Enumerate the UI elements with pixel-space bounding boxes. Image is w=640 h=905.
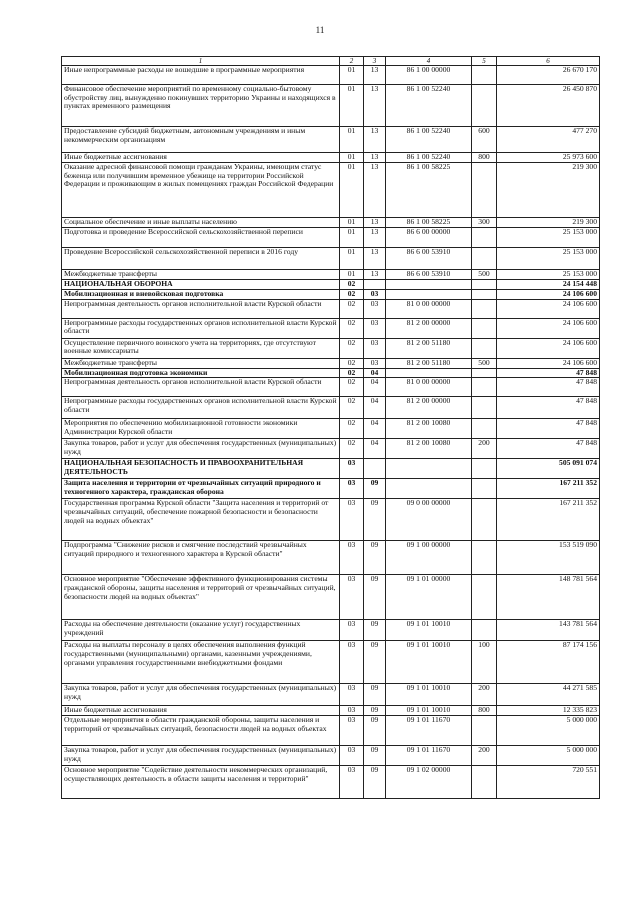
expense-type-cell	[472, 419, 497, 439]
row-name-cell: Межбюджетные трансферты	[62, 358, 340, 368]
amount-cell: 47 848	[497, 419, 600, 439]
amount-cell: 5 000 000	[497, 716, 600, 746]
target-article-cell: 09 1 01 11670	[386, 746, 472, 766]
table-row	[62, 163, 600, 218]
section-code-cell: 01	[340, 270, 364, 280]
amount-cell: 87 174 156	[497, 641, 600, 684]
target-article-cell: 86 1 00 58225	[386, 163, 472, 218]
section-code-cell: 02	[340, 338, 364, 358]
table-row	[62, 397, 600, 419]
subsection-code-cell: 09	[364, 575, 386, 620]
table-row	[62, 338, 600, 358]
subsection-code-cell: 03	[364, 290, 386, 300]
row-name-cell: Расходы на обеспечение деятельности (оказание услуг) государственных учреждений	[62, 620, 340, 641]
expense-type-cell: 200	[472, 684, 497, 706]
page-number: 11	[315, 25, 325, 35]
table-row	[62, 218, 600, 228]
table-row	[62, 299, 600, 318]
expense-type-cell	[472, 290, 497, 300]
subsection-code-cell: 03	[364, 299, 386, 318]
target-article-cell	[386, 459, 472, 479]
expense-type-cell: 500	[472, 358, 497, 368]
section-code-cell: 03	[340, 479, 364, 499]
amount-cell: 477 270	[497, 127, 600, 153]
amount-cell: 24 106 600	[497, 338, 600, 358]
table-row	[62, 620, 600, 641]
amount-cell: 505 091 074	[497, 459, 600, 479]
expense-type-cell: 600	[472, 127, 497, 153]
target-article-cell: 09 1 01 10010	[386, 706, 472, 716]
section-code-cell: 01	[340, 163, 364, 218]
expense-type-cell: 300	[472, 218, 497, 228]
table-header-row	[62, 57, 600, 66]
amount-cell: 25 973 600	[497, 153, 600, 163]
budget-table	[61, 56, 600, 799]
target-article-cell: 09 0 00 00000	[386, 499, 472, 541]
table-row	[62, 358, 600, 368]
table-row	[62, 153, 600, 163]
column-header: 1	[62, 57, 340, 66]
expense-type-cell	[472, 85, 497, 127]
table-row	[62, 459, 600, 479]
amount-cell: 167 211 352	[497, 499, 600, 541]
row-name-cell: Непрограммные расходы государственных органов исполнительной власти Курской области	[62, 397, 340, 419]
table-row	[62, 280, 600, 290]
subsection-code-cell: 09	[364, 766, 386, 799]
amount-cell: 167 211 352	[497, 479, 600, 499]
subsection-code-cell: 09	[364, 620, 386, 641]
section-code-cell: 03	[340, 575, 364, 620]
section-code-cell: 02	[340, 397, 364, 419]
row-name-cell: Закупка товаров, работ и услуг для обеспечения государственных (муниципальных) нужд	[62, 746, 340, 766]
row-name-cell: Расходы на выплаты персоналу в целях обеспечения выполнения функций государственными (муниципальными) органами, казенными учреждениями, органами управления государственными внебюджетными фондами	[62, 641, 340, 684]
section-code-cell: 03	[340, 766, 364, 799]
target-article-cell: 09 1 01 10010	[386, 641, 472, 684]
table-row	[62, 248, 600, 270]
table-row	[62, 66, 600, 85]
subsection-code-cell: 13	[364, 153, 386, 163]
section-code-cell: 03	[340, 499, 364, 541]
row-name-cell: Осуществление первичного воинского учета на территориях, где отсутствуют военные комиссариаты	[62, 338, 340, 358]
section-code-cell: 03	[340, 620, 364, 641]
amount-cell: 24 154 448	[497, 280, 600, 290]
subsection-code-cell: 03	[364, 318, 386, 338]
row-name-cell: Отдельные мероприятия в области гражданской обороны, защиты населения и территорий от чрезвычайных ситуаций, безопасности людей на водных объектах	[62, 716, 340, 746]
target-article-cell: 09 1 01 11670	[386, 716, 472, 746]
subsection-code-cell: 13	[364, 163, 386, 218]
target-article-cell: 86 1 00 52240	[386, 85, 472, 127]
target-article-cell: 86 1 00 52240	[386, 153, 472, 163]
target-article-cell: 81 2 00 10080	[386, 419, 472, 439]
target-article-cell: 81 0 00 00000	[386, 299, 472, 318]
amount-cell: 25 153 000	[497, 228, 600, 248]
amount-cell: 24 106 600	[497, 299, 600, 318]
amount-cell: 26 450 870	[497, 85, 600, 127]
section-code-cell: 03	[340, 684, 364, 706]
row-name-cell: Финансовое обеспечение мероприятий по временному социально-бытовому обустройству лиц, вынужденно покинувших территорию Украины и находящихся в пунктах временного размещения	[62, 85, 340, 127]
subsection-code-cell: 09	[364, 716, 386, 746]
target-article-cell	[386, 368, 472, 378]
amount-cell: 148 781 564	[497, 575, 600, 620]
amount-cell: 26 670 170	[497, 66, 600, 85]
expense-type-cell	[472, 459, 497, 479]
table-row	[62, 368, 600, 378]
target-article-cell: 09 1 02 00000	[386, 766, 472, 799]
row-name-cell: Оказание адресной финансовой помощи гражданам Украины, имеющим статус беженца или получившим временное убежище на территории Российской Федерации и проживающим в жилых помещениях граждан Российской Федерации	[62, 163, 340, 218]
expense-type-cell	[472, 716, 497, 746]
section-code-cell: 03	[340, 641, 364, 684]
target-article-cell: 86 1 00 00000	[386, 66, 472, 85]
subsection-code-cell: 09	[364, 746, 386, 766]
target-article-cell: 86 1 00 58225	[386, 218, 472, 228]
column-header: 6	[497, 57, 600, 66]
row-name-cell: Межбюджетные трансферты	[62, 270, 340, 280]
subsection-code-cell	[364, 459, 386, 479]
subsection-code-cell: 03	[364, 358, 386, 368]
subsection-code-cell: 13	[364, 85, 386, 127]
amount-cell: 720 551	[497, 766, 600, 799]
row-name-cell: Социальное обеспечение и иные выплаты населению	[62, 218, 340, 228]
table-row	[62, 270, 600, 280]
row-name-cell: НАЦИОНАЛЬНАЯ БЕЗОПАСНОСТЬ И ПРАВООХРАНИТЕЛЬНАЯ ДЕЯТЕЛЬНОСТЬ	[62, 459, 340, 479]
subsection-code-cell: 09	[364, 641, 386, 684]
section-code-cell: 03	[340, 706, 364, 716]
row-name-cell: Мероприятия по обеспечению мобилизационной готовности экономики Администрации Курской области	[62, 419, 340, 439]
table-row	[62, 127, 600, 153]
row-name-cell: Мобилизационная и вневойсковая подготовка	[62, 290, 340, 300]
expense-type-cell	[472, 318, 497, 338]
row-name-cell: Иные бюджетные ассигнования	[62, 153, 340, 163]
amount-cell: 47 848	[497, 368, 600, 378]
section-code-cell: 01	[340, 153, 364, 163]
row-name-cell: Непрограммные расходы государственных органов исполнительной власти Курской области	[62, 318, 340, 338]
subsection-code-cell: 04	[364, 397, 386, 419]
expense-type-cell	[472, 499, 497, 541]
section-code-cell: 02	[340, 299, 364, 318]
target-article-cell	[386, 290, 472, 300]
amount-cell: 47 848	[497, 397, 600, 419]
table-row	[62, 378, 600, 397]
expense-type-cell	[472, 228, 497, 248]
row-name-cell: Закупка товаров, работ и услуг для обеспечения государственных (муниципальных) нужд	[62, 439, 340, 459]
subsection-code-cell	[364, 280, 386, 290]
target-article-cell: 86 6 00 00000	[386, 228, 472, 248]
section-code-cell: 02	[340, 318, 364, 338]
amount-cell: 219 300	[497, 163, 600, 218]
section-code-cell: 03	[340, 716, 364, 746]
section-code-cell: 01	[340, 218, 364, 228]
expense-type-cell	[472, 280, 497, 290]
table-row	[62, 706, 600, 716]
row-name-cell: НАЦИОНАЛЬНАЯ ОБОРОНА	[62, 280, 340, 290]
expense-type-cell	[472, 541, 497, 575]
expense-type-cell	[472, 620, 497, 641]
section-code-cell: 02	[340, 358, 364, 368]
target-article-cell: 81 2 00 00000	[386, 318, 472, 338]
table-row	[62, 439, 600, 459]
section-code-cell: 01	[340, 248, 364, 270]
table-row	[62, 641, 600, 684]
expense-type-cell	[472, 338, 497, 358]
subsection-code-cell: 03	[364, 338, 386, 358]
subsection-code-cell: 04	[364, 378, 386, 397]
section-code-cell: 02	[340, 439, 364, 459]
table-row	[62, 541, 600, 575]
target-article-cell: 86 6 00 53910	[386, 270, 472, 280]
section-code-cell: 03	[340, 746, 364, 766]
row-name-cell: Защита населения и территории от чрезвычайных ситуаций природного и техногенного характера, гражданская оборона	[62, 479, 340, 499]
expense-type-cell: 500	[472, 270, 497, 280]
amount-cell: 219 300	[497, 218, 600, 228]
section-code-cell: 02	[340, 290, 364, 300]
column-header: 2	[340, 57, 364, 66]
table-row	[62, 290, 600, 300]
table-row	[62, 575, 600, 620]
section-code-cell: 01	[340, 127, 364, 153]
expense-type-cell	[472, 378, 497, 397]
section-code-cell: 02	[340, 368, 364, 378]
section-code-cell: 03	[340, 459, 364, 479]
amount-cell: 24 106 600	[497, 318, 600, 338]
subsection-code-cell: 04	[364, 419, 386, 439]
expense-type-cell: 800	[472, 706, 497, 716]
table-body	[62, 66, 600, 799]
subsection-code-cell: 04	[364, 439, 386, 459]
amount-cell: 143 781 564	[497, 620, 600, 641]
section-code-cell: 01	[340, 66, 364, 85]
amount-cell: 47 848	[497, 378, 600, 397]
amount-cell: 25 153 000	[497, 248, 600, 270]
amount-cell: 44 271 585	[497, 684, 600, 706]
amount-cell: 5 000 000	[497, 746, 600, 766]
table-row	[62, 766, 600, 799]
target-article-cell	[386, 280, 472, 290]
table-row	[62, 85, 600, 127]
target-article-cell: 09 1 01 10010	[386, 620, 472, 641]
row-name-cell: Иные непрограммные расходы не вошедшие в программные мероприятия	[62, 66, 340, 85]
target-article-cell: 81 2 00 51180	[386, 338, 472, 358]
subsection-code-cell: 09	[364, 479, 386, 499]
row-name-cell: Предоставление субсидий бюджетным, автономным учреждениям и иным некоммерческим организациям	[62, 127, 340, 153]
row-name-cell: Непрограммная деятельность органов исполнительной власти Курской области	[62, 378, 340, 397]
table-row	[62, 228, 600, 248]
expense-type-cell	[472, 766, 497, 799]
row-name-cell: Основное мероприятие "Обеспечение эффективного функционирования системы гражданской обороны, защиты населения и территорий от чрезвычайных ситуаций, безопасности людей на водных объектах"	[62, 575, 340, 620]
amount-cell: 47 848	[497, 439, 600, 459]
section-code-cell: 02	[340, 419, 364, 439]
expense-type-cell	[472, 248, 497, 270]
target-article-cell: 09 1 00 00000	[386, 541, 472, 575]
subsection-code-cell: 13	[364, 127, 386, 153]
target-article-cell: 86 1 00 52240	[386, 127, 472, 153]
target-article-cell: 86 6 00 53910	[386, 248, 472, 270]
column-header: 3	[364, 57, 386, 66]
target-article-cell: 09 1 01 10010	[386, 684, 472, 706]
subsection-code-cell: 13	[364, 228, 386, 248]
subsection-code-cell: 04	[364, 368, 386, 378]
expense-type-cell	[472, 163, 497, 218]
section-code-cell: 01	[340, 228, 364, 248]
row-name-cell: Непрограммная деятельность органов исполнительной власти Курской области	[62, 299, 340, 318]
target-article-cell: 81 2 00 00000	[386, 397, 472, 419]
row-name-cell: Мобилизационная подготовка экономики	[62, 368, 340, 378]
expense-type-cell: 200	[472, 746, 497, 766]
row-name-cell: Проведение Всероссийской сельскохозяйственной переписи в 2016 году	[62, 248, 340, 270]
subsection-code-cell: 09	[364, 541, 386, 575]
subsection-code-cell: 13	[364, 218, 386, 228]
expense-type-cell	[472, 66, 497, 85]
section-code-cell: 02	[340, 378, 364, 397]
column-header: 4	[386, 57, 472, 66]
row-name-cell: Иные бюджетные ассигнования	[62, 706, 340, 716]
subsection-code-cell: 09	[364, 684, 386, 706]
expense-type-cell: 800	[472, 153, 497, 163]
target-article-cell: 81 2 00 51180	[386, 358, 472, 368]
amount-cell: 24 106 600	[497, 290, 600, 300]
section-code-cell: 03	[340, 541, 364, 575]
table-row	[62, 746, 600, 766]
row-name-cell: Основное мероприятие "Содействие деятельности некоммерческих организаций, осуществляющих деятельность в области защиты населения и территорий"	[62, 766, 340, 799]
expense-type-cell	[472, 479, 497, 499]
target-article-cell	[386, 479, 472, 499]
table-row	[62, 499, 600, 541]
row-name-cell: Подпрограмма "Снижение рисков и смягчение последствий чрезвычайных ситуаций природного и техногенного характера в Курской области"	[62, 541, 340, 575]
expense-type-cell: 100	[472, 641, 497, 684]
subsection-code-cell: 09	[364, 499, 386, 541]
subsection-code-cell: 13	[364, 270, 386, 280]
section-code-cell: 01	[340, 85, 364, 127]
expense-type-cell: 200	[472, 439, 497, 459]
amount-cell: 25 153 000	[497, 270, 600, 280]
amount-cell: 153 519 090	[497, 541, 600, 575]
expense-type-cell	[472, 299, 497, 318]
subsection-code-cell: 13	[364, 248, 386, 270]
expense-type-cell	[472, 368, 497, 378]
table-row	[62, 684, 600, 706]
amount-cell: 24 106 600	[497, 358, 600, 368]
subsection-code-cell: 09	[364, 706, 386, 716]
table-row	[62, 318, 600, 338]
section-code-cell: 02	[340, 280, 364, 290]
table-row	[62, 479, 600, 499]
amount-cell: 12 335 823	[497, 706, 600, 716]
table-row	[62, 419, 600, 439]
expense-type-cell	[472, 575, 497, 620]
target-article-cell: 09 1 01 00000	[386, 575, 472, 620]
column-header: 5	[472, 57, 497, 66]
table-row	[62, 716, 600, 746]
target-article-cell: 81 2 00 10080	[386, 439, 472, 459]
target-article-cell: 81 0 00 00000	[386, 378, 472, 397]
subsection-code-cell: 13	[364, 66, 386, 85]
expense-type-cell	[472, 397, 497, 419]
row-name-cell: Подготовка и проведение Всероссийской сельскохозяйственной переписи	[62, 228, 340, 248]
row-name-cell: Государственная программа Курской области "Защита населения и территорий от чрезвычайных ситуаций, обеспечение пожарной безопасности и безопасности людей на водных объектах"	[62, 499, 340, 541]
row-name-cell: Закупка товаров, работ и услуг для обеспечения государственных (муниципальных) нужд	[62, 684, 340, 706]
